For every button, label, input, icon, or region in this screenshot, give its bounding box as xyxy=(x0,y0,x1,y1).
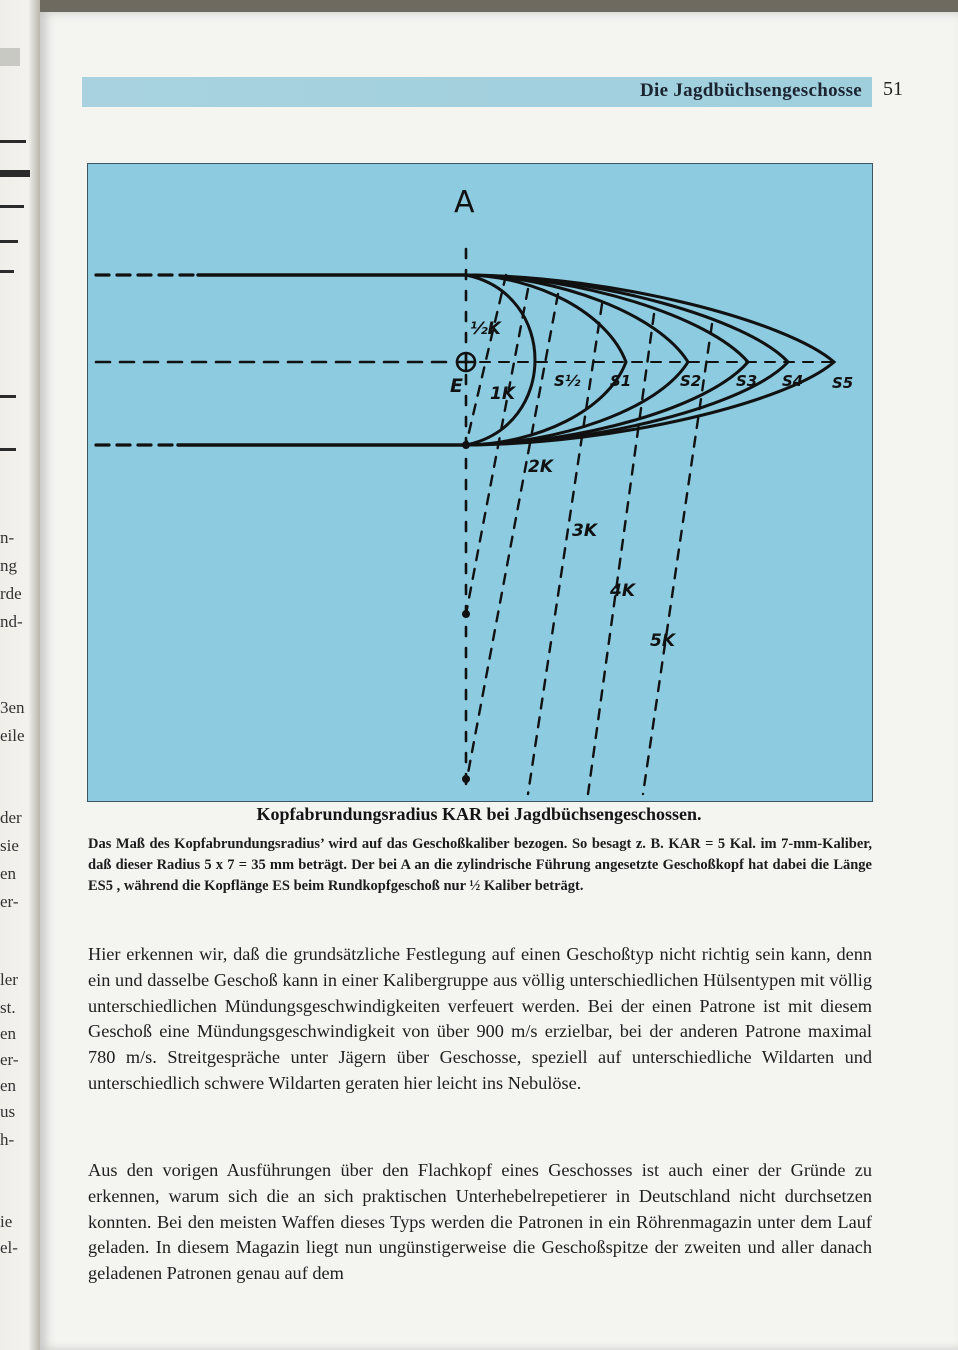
adjacent-page-bar xyxy=(0,395,16,398)
adjacent-page-bar xyxy=(0,205,24,208)
label-s-half: S½ xyxy=(554,372,581,390)
label-5k: 5K xyxy=(650,631,676,651)
label-1k: 1K xyxy=(490,384,516,404)
adjacent-page-edge xyxy=(0,0,40,1350)
page-number: 51 xyxy=(883,78,903,100)
pivot-dot xyxy=(463,776,470,783)
label-E: E xyxy=(450,375,463,397)
adjacent-page-text: us xyxy=(0,1102,16,1121)
chapter-title: Die Jagdbüchsengeschosse xyxy=(639,80,862,101)
adjacent-page-bar xyxy=(0,448,16,451)
adjacent-page-text: ie xyxy=(0,1212,13,1231)
adjacent-page-text: el- xyxy=(0,1238,18,1257)
label-A: A xyxy=(454,185,475,220)
label-half-k: ½K xyxy=(470,319,501,339)
body-paragraph: Aus den vorigen Ausführungen über den Flachkopf eines Geschosses ist auch einer der Gründe zu erkennen, warum sich die an sich praktischen Unterhebelrepetierer in Deutschland nicht durchsetzen konnten. Bei den meisten Waffen dieses Typs werden die Patronen in ein Röhrenmagazin unter dem Lauf geladen. In diesem Magazin liegt nun ungünstigerweise die Geschoßspitze der zweiten und aller danach geladenen Patronen genau auf dem xyxy=(88,1160,872,1284)
adjacent-page-text: rde xyxy=(0,584,22,603)
adjacent-page-text: ler xyxy=(0,970,18,989)
adjacent-page-text: der xyxy=(0,808,22,827)
radius-line-half-k xyxy=(466,275,506,445)
adjacent-page-bar xyxy=(0,170,30,177)
label-s3: S3 xyxy=(736,372,758,390)
adjacent-page-text: st. xyxy=(0,998,16,1017)
adjacent-page-text: h- xyxy=(0,1130,15,1149)
label-4k: 4K xyxy=(610,581,636,601)
label-2k: 2K xyxy=(528,457,554,477)
adjacent-page-text: en xyxy=(0,864,17,883)
label-s2: S2 xyxy=(680,372,702,390)
label-3k: 3K xyxy=(572,521,598,541)
adjacent-page-text: 3en xyxy=(0,698,25,717)
body-paragraph: Hier erkennen wir, daß die grundsätzliche Festlegung auf einen Geschoßtyp nicht richtig sein kann, denn ein und dasselbe Geschoß kann in einer Kalibergruppe aus völlig unterschiedlichen Hülsentypen mit völlig unterschiedlichen Mündungsgeschwindigkeiten verfeuert werden. Bei der einen Patrone ist mit diesem Geschoß eine Mündungsgeschwindigkeit von über 900 m/s erzielbar, bei der anderen Patrone maximal 780 m/s. Streitgespräche unter Jägern über Geschosse, speziell auf unterschiedliche Wildarten und unterschiedlich schwere Wildarten geraten hier leicht ins Nebulöse. xyxy=(88,944,872,1093)
adjacent-page-bar xyxy=(0,270,14,273)
adjacent-page-text: en xyxy=(0,1076,17,1095)
label-s1: S1 xyxy=(610,372,632,390)
adjacent-page-text: er- xyxy=(0,892,19,911)
pivot-dot xyxy=(463,442,470,449)
book-page xyxy=(40,12,958,1350)
adjacent-page-bar xyxy=(0,240,18,243)
label-s5: S5 xyxy=(832,374,854,392)
bullet-head-radius-diagram xyxy=(87,163,873,802)
adjacent-page-text: en xyxy=(0,1024,17,1043)
label-s4: S4 xyxy=(782,372,804,390)
adjacent-page-bar xyxy=(0,48,20,66)
adjacent-page-text: eile xyxy=(0,726,25,745)
adjacent-page-bar xyxy=(0,140,26,143)
adjacent-page-text: n- xyxy=(0,528,15,547)
pivot-dot xyxy=(463,611,470,618)
adjacent-page-text: sie xyxy=(0,836,19,855)
running-header xyxy=(82,77,872,107)
adjacent-page-text: er- xyxy=(0,1050,19,1069)
adjacent-page-text: ng xyxy=(0,556,17,575)
adjacent-page-text: nd- xyxy=(0,612,23,631)
figure-caption: Das Maß des Kopfabrundungsradius’ wird auf das Geschoßkaliber bezogen. So besagt z. B. KAR = 5 Kal. im 7-mm-Kaliber, daß dieser Radius 5 x 7 = 35 mm beträgt. Der bei A an die zylindrische Führung angesetzte Geschoßkopf hat dabei die Länge ES5 , während die Kopflänge ES beim Rundkopfgeschoß nur ½ Kaliber beträgt. xyxy=(88,836,872,894)
figure-title: Kopfabrundungsradius KAR bei Jagdbüchsengeschossen. xyxy=(256,804,702,824)
